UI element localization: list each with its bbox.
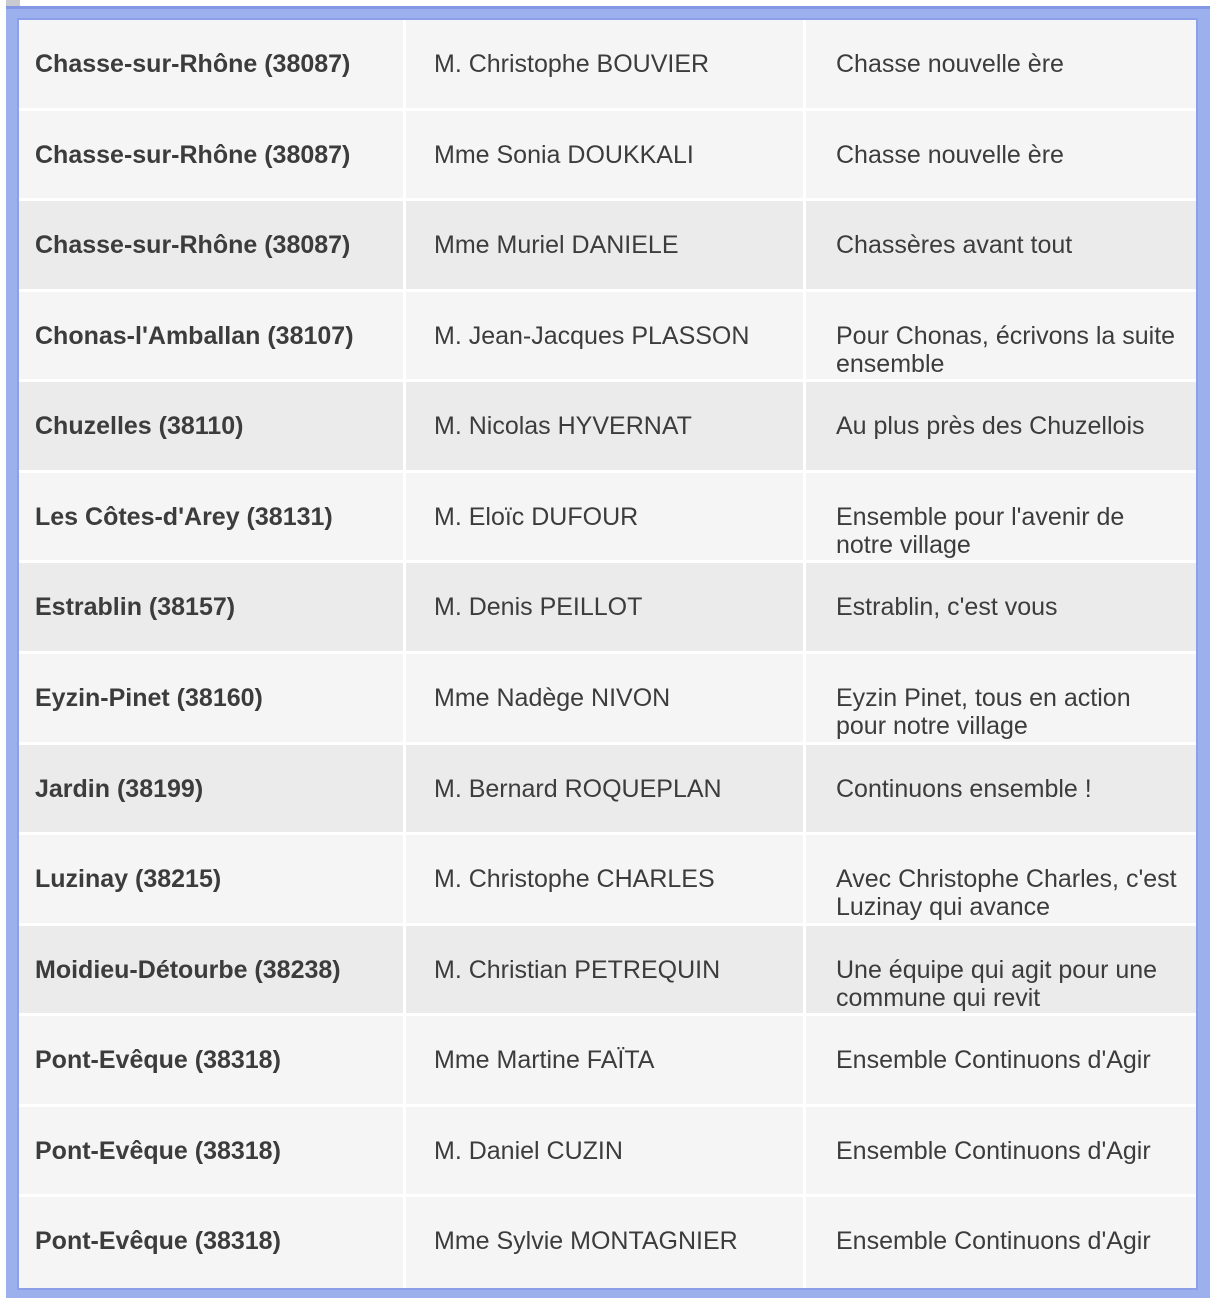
commune-cell: Chasse-sur-Rhône (38087) bbox=[19, 201, 406, 292]
liste-cell: Ensemble Continuons d'Agir bbox=[806, 1016, 1196, 1107]
commune-cell: Chuzelles (38110) bbox=[19, 382, 406, 473]
liste-cell: Une équipe qui agit pour une commune qui revit bbox=[806, 926, 1196, 1017]
table-row bbox=[19, 1016, 1196, 1107]
candidate-cell: Mme Sonia DOUKKALI bbox=[406, 111, 806, 202]
liste-cell: Pour Chonas, écrivons la suite ensemble bbox=[806, 292, 1196, 383]
table-row bbox=[19, 654, 1196, 745]
table-row bbox=[19, 201, 1196, 292]
candidates-table-body bbox=[19, 20, 1196, 1288]
liste-cell: Estrablin, c'est vous bbox=[806, 563, 1196, 654]
candidate-cell: M. Jean-Jacques PLASSON bbox=[406, 292, 806, 383]
commune-cell: Moidieu-Détourbe (38238) bbox=[19, 926, 406, 1017]
commune-cell: Chasse-sur-Rhône (38087) bbox=[19, 20, 406, 111]
table-row bbox=[19, 382, 1196, 473]
candidate-cell: M. Bernard ROQUEPLAN bbox=[406, 745, 806, 836]
liste-cell: Continuons ensemble ! bbox=[806, 745, 1196, 836]
commune-cell: Jardin (38199) bbox=[19, 745, 406, 836]
commune-cell: Chonas-l'Amballan (38107) bbox=[19, 292, 406, 383]
liste-cell: Ensemble pour l'avenir de notre village bbox=[806, 473, 1196, 564]
table-row bbox=[19, 111, 1196, 202]
liste-cell: Ensemble Continuons d'Agir bbox=[806, 1107, 1196, 1198]
commune-cell: Estrablin (38157) bbox=[19, 563, 406, 654]
liste-cell: Eyzin Pinet, tous en action pour notre village bbox=[806, 654, 1196, 745]
liste-cell: Chasse nouvelle ère bbox=[806, 111, 1196, 202]
table-row bbox=[19, 1107, 1196, 1198]
liste-cell: Avec Christophe Charles, c'est Luzinay qui avance bbox=[806, 835, 1196, 926]
table-row bbox=[19, 473, 1196, 564]
commune-cell: Chasse-sur-Rhône (38087) bbox=[19, 111, 406, 202]
candidate-cell: M. Christian PETREQUIN bbox=[406, 926, 806, 1017]
table-row bbox=[19, 835, 1196, 926]
commune-cell: Pont-Evêque (38318) bbox=[19, 1107, 406, 1198]
candidates-table bbox=[19, 20, 1196, 1288]
candidate-cell: M. Nicolas HYVERNAT bbox=[406, 382, 806, 473]
table-outer-border-top-edge bbox=[6, 6, 1210, 9]
table-row bbox=[19, 926, 1196, 1017]
candidate-cell: M. Christophe BOUVIER bbox=[406, 20, 806, 111]
liste-cell: Au plus près des Chuzellois bbox=[806, 382, 1196, 473]
candidate-cell: Mme Sylvie MONTAGNIER bbox=[406, 1197, 806, 1288]
table-content-area bbox=[19, 20, 1196, 1288]
commune-cell: Pont-Evêque (38318) bbox=[19, 1016, 406, 1107]
table-row bbox=[19, 563, 1196, 654]
candidate-cell: M. Daniel CUZIN bbox=[406, 1107, 806, 1198]
candidate-cell: M. Christophe CHARLES bbox=[406, 835, 806, 926]
table-row bbox=[19, 292, 1196, 383]
candidate-cell: M. Eloïc DUFOUR bbox=[406, 473, 806, 564]
table-row bbox=[19, 20, 1196, 111]
table-row bbox=[19, 1197, 1196, 1288]
candidate-cell: Mme Martine FAÏTA bbox=[406, 1016, 806, 1107]
candidate-cell: Mme Muriel DANIELE bbox=[406, 201, 806, 292]
table-outer-border bbox=[6, 6, 1210, 1298]
liste-cell: Ensemble Continuons d'Agir bbox=[806, 1197, 1196, 1288]
candidate-cell: Mme Nadège NIVON bbox=[406, 654, 806, 745]
liste-cell: Chassères avant tout bbox=[806, 201, 1196, 292]
commune-cell: Eyzin-Pinet (38160) bbox=[19, 654, 406, 745]
commune-cell: Les Côtes-d'Arey (38131) bbox=[19, 473, 406, 564]
table-row bbox=[19, 745, 1196, 836]
candidate-cell: M. Denis PEILLOT bbox=[406, 563, 806, 654]
commune-cell: Pont-Evêque (38318) bbox=[19, 1197, 406, 1288]
liste-cell: Chasse nouvelle ère bbox=[806, 20, 1196, 111]
commune-cell: Luzinay (38215) bbox=[19, 835, 406, 926]
